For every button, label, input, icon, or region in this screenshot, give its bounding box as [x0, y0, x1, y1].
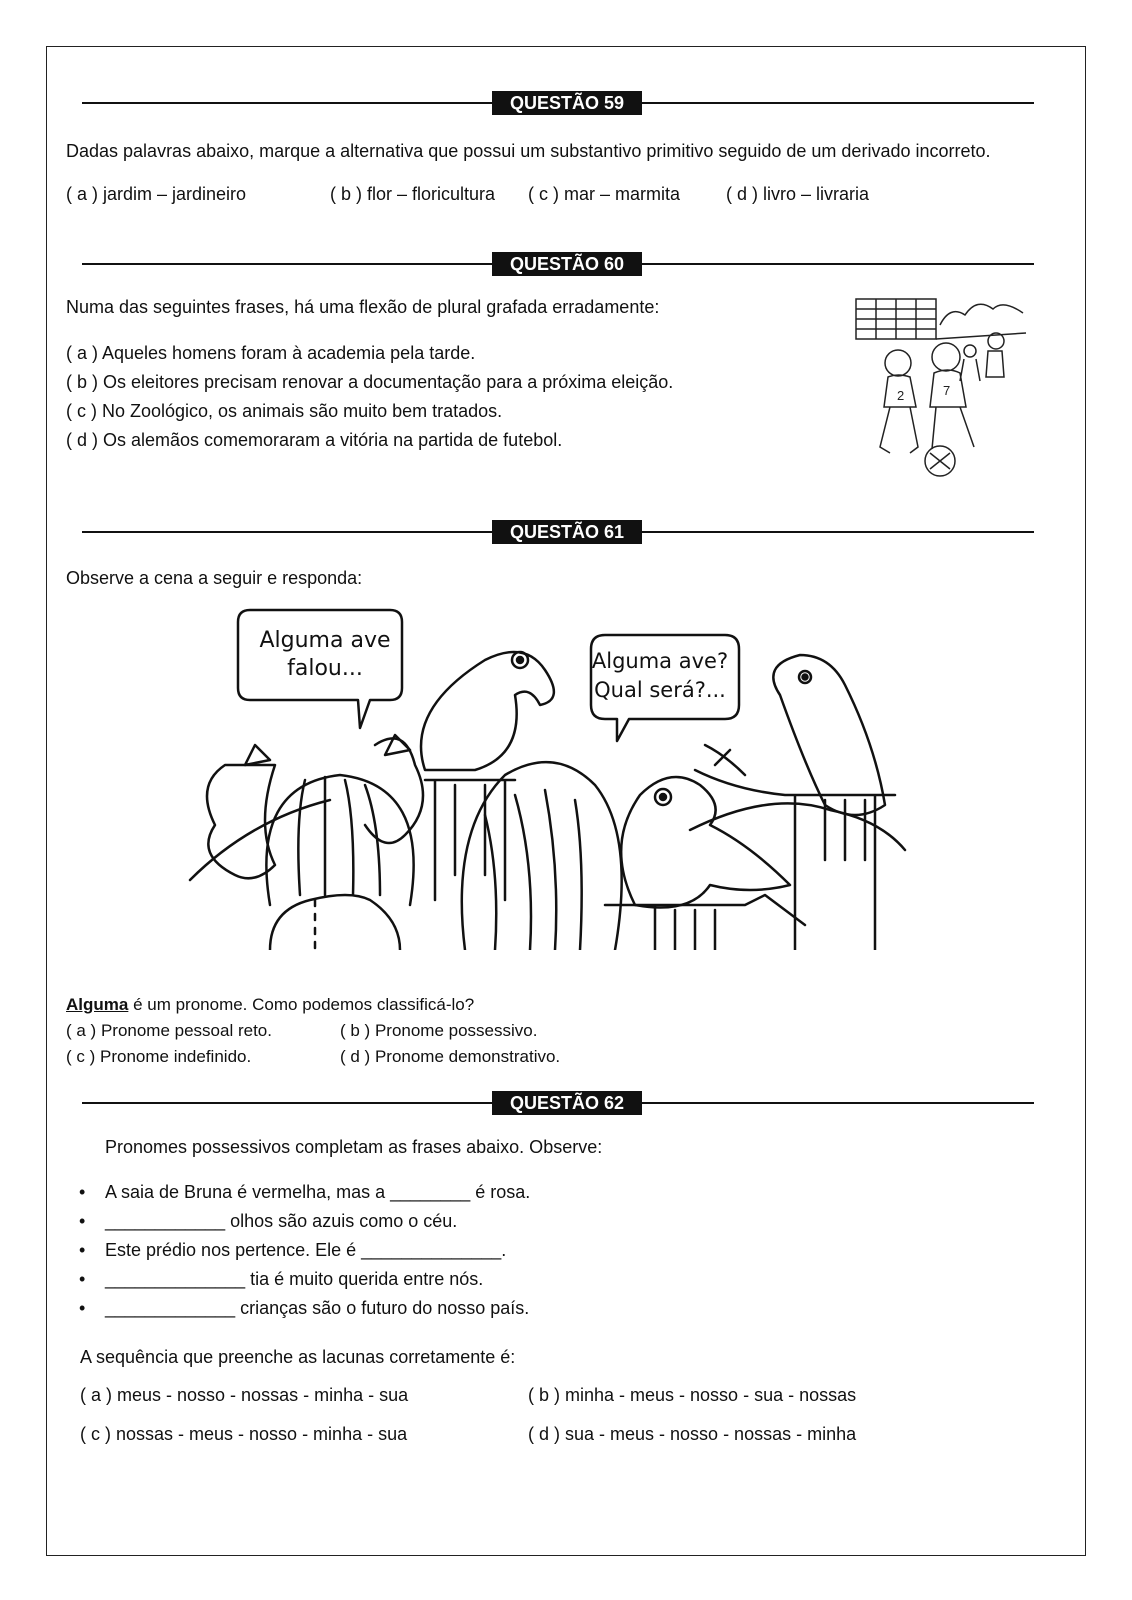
bubble-2-line-2: Qual será?... [594, 678, 726, 702]
question-62-header [82, 1091, 1034, 1115]
q62-sentence-5: • _____________ crianças são o futuro do nosso país. [105, 1298, 529, 1319]
question-60-prompt: Numa das seguintes frases, há uma flexão de plural grafada erradamente: [66, 297, 660, 317]
q60-option-a[interactable]: ( a ) Aqueles homens foram à academia pela tarde. [66, 343, 476, 363]
question-61-header [82, 520, 1034, 544]
question-61-text [66, 995, 474, 1015]
question-61-prompt: Observe a cena a seguir e responda: [66, 568, 363, 588]
header-rule [82, 1102, 492, 1104]
q61-option-c[interactable]: ( c ) Pronome indefinido. [66, 1047, 252, 1066]
soccer-players-illustration [850, 285, 1030, 485]
header-rule [642, 263, 1034, 265]
question-61-rest: é um pronome. Como podemos classificá-lo? [128, 995, 475, 1014]
header-rule [82, 263, 492, 265]
question-62-prompt: A sequência que preenche as lacunas corretamente é: [80, 1347, 516, 1367]
q61-option-d[interactable]: ( d ) Pronome demonstrativo. [340, 1047, 561, 1066]
q62-sentence-4: • ______________ tia é muito querida entre nós. [105, 1269, 483, 1290]
parrots-scene-illustration [185, 605, 915, 950]
q62-sentence-2: • ____________ olhos são azuis como o céu. [105, 1211, 457, 1232]
question-60-header [82, 252, 1034, 276]
question-59-title: QUESTÃO 59 [492, 91, 642, 115]
q60-option-c[interactable]: ( c ) No Zoológico, os animais são muito bem tratados. [66, 401, 503, 421]
q62-option-d[interactable]: ( d ) sua - meus - nosso - nossas - minha [528, 1424, 857, 1444]
question-59-header [82, 91, 1034, 115]
q59-option-d[interactable]: ( d ) livro – livraria [726, 184, 870, 204]
header-rule [642, 102, 1034, 104]
q62-option-a[interactable]: ( a ) meus - nosso - nossas - minha - sua [80, 1385, 409, 1405]
keyword-alguma: Alguma [66, 995, 129, 1014]
header-rule [82, 531, 492, 533]
q59-option-c[interactable]: ( c ) mar – marmita [528, 184, 681, 204]
question-59-prompt: Dadas palavras abaixo, marque a alternativa que possui um substantivo primitivo seguido de um derivado incorreto. [66, 141, 991, 161]
q59-option-a[interactable]: ( a ) jardim – jardineiro [66, 184, 247, 204]
bubble-1-line-1: Alguma ave [259, 628, 391, 653]
q60-option-d[interactable]: ( d ) Os alemãos comemoraram a vitória na partida de futebol. [66, 430, 563, 450]
q62-option-c[interactable]: ( c ) nossas - meus - nosso - minha - sua [80, 1424, 408, 1444]
question-62-title: QUESTÃO 62 [492, 1091, 642, 1115]
svg-text:7: 7 [943, 383, 951, 398]
q62-option-b[interactable]: ( b ) minha - meus - nosso - sua - nossas [528, 1385, 857, 1405]
header-rule [642, 531, 1034, 533]
q61-option-a[interactable]: ( a ) Pronome pessoal reto. [66, 1021, 272, 1040]
bubble-1-line-2: falou... [287, 656, 363, 681]
question-62-intro: Pronomes possessivos completam as frases abaixo. Observe: [105, 1137, 603, 1157]
question-60-title: QUESTÃO 60 [492, 252, 642, 276]
q62-sentence-1: • A saia de Bruna é vermelha, mas a ________ é rosa. [105, 1182, 530, 1203]
svg-text:2: 2 [897, 388, 905, 403]
header-rule [82, 102, 492, 104]
bubble-2-line-1: Alguma ave? [591, 649, 729, 673]
q61-option-b[interactable]: ( b ) Pronome possessivo. [340, 1021, 538, 1040]
q59-option-b[interactable]: ( b ) flor – floricultura [330, 184, 496, 204]
header-rule [642, 1102, 1034, 1104]
question-61-title: QUESTÃO 61 [492, 520, 642, 544]
q62-sentence-3: • Este prédio nos pertence. Ele é ______________. [105, 1240, 506, 1261]
q60-option-b[interactable]: ( b ) Os eleitores precisam renovar a documentação para a próxima eleição. [66, 372, 674, 392]
